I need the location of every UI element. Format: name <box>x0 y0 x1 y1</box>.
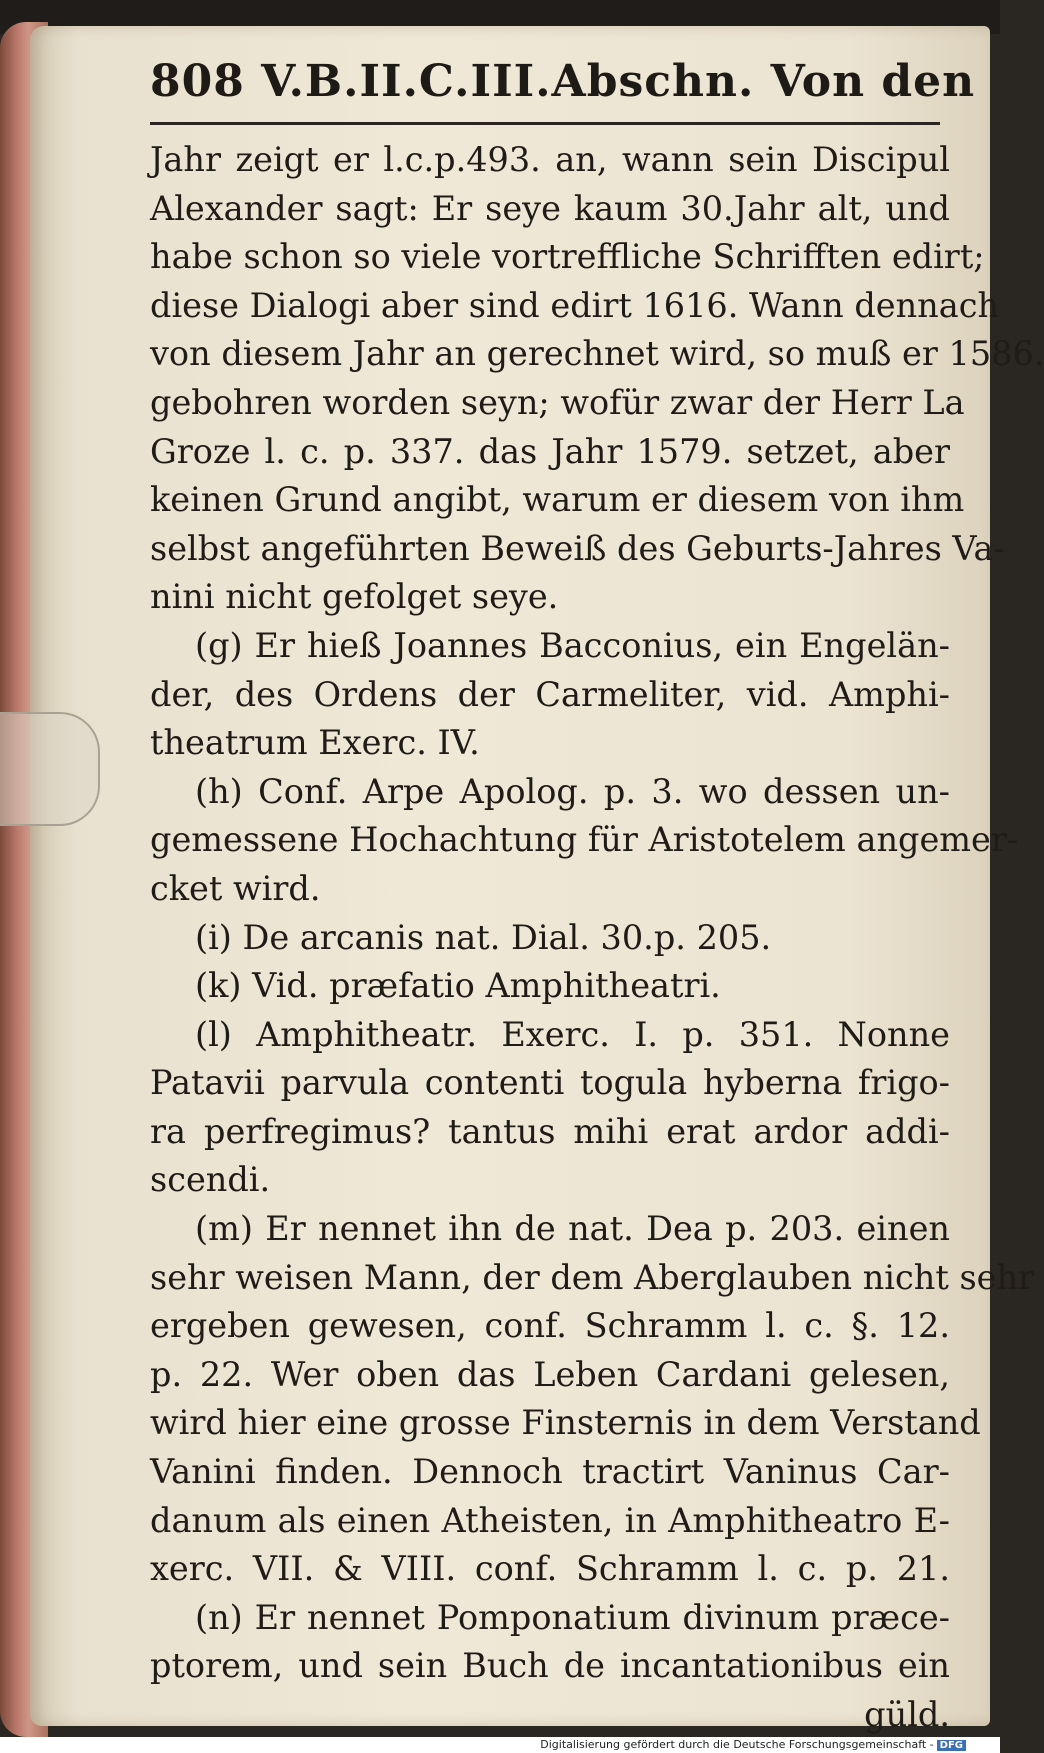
text-line: ra perfregimus? tantus mihi erat ardor addi- <box>150 1111 950 1151</box>
text-line: Alexander sagt: Er seye kaum 30.Jahr alt, und <box>150 188 950 228</box>
text-line: gebohren worden seyn; wofür zwar der Herr La <box>150 382 965 422</box>
text-line: ergeben gewesen, conf. Schramm l. c. §. 12. <box>150 1306 950 1346</box>
text-line: p. 22. Wer oben das Leben Cardani gelesen, <box>150 1354 950 1394</box>
text-line: danum als einen Atheisten, in Amphitheatro E- <box>150 1500 950 1540</box>
text-line: sehr weisen Mann, der dem Aberglauben nicht sehr <box>150 1257 1035 1297</box>
footnote-i: (i) De arcanis nat. Dial. 30.p. 205. <box>195 917 772 957</box>
text-line: xerc. VII. & VIII. conf. Schramm l. c. p. 21. <box>150 1549 950 1589</box>
catchword: güld. <box>864 1695 950 1734</box>
dfg-logo: DFG <box>937 1740 966 1751</box>
text-line: cket wird. <box>150 868 321 908</box>
text-line: theatrum Exerc. IV. <box>150 723 480 763</box>
header-rule <box>150 122 940 125</box>
text-line: von diesem Jahr an gerechnet wird, so muß er 1586. <box>150 334 1044 374</box>
footnote-k: (k) Vid. præfatio Amphitheatri. <box>195 966 721 1006</box>
text-line: der, des Ordens der Carmeliter, vid. Amphi- <box>150 674 950 714</box>
text-line: scendi. <box>150 1160 271 1200</box>
footnote-n: (n) Er nennet Pomponatium divinum præce- <box>195 1597 950 1637</box>
footnote-h: (h) Conf. Arpe Apolog. p. 3. wo dessen un- <box>195 771 950 811</box>
text-line: nini nicht gefolget seye. <box>150 577 559 617</box>
footnote-l: (l) Amphitheatr. Exerc. I. p. 351. Nonne <box>195 1014 950 1054</box>
text-line: Groze l. c. p. 337. das Jahr 1579. setzet, aber <box>150 431 950 471</box>
text-line: gemessene Hochachtung für Aristotelem angemer- <box>150 820 1019 860</box>
text-line: Vanini finden. Dennoch tractirt Vaninus Car- <box>150 1452 950 1492</box>
text-line: selbst angeführten Beweiß des Geburts-Jahres Va- <box>150 528 1005 568</box>
footnote-m: (m) Er nennet ihn de nat. Dea p. 203. einen <box>195 1209 950 1249</box>
text-line: ptorem, und sein Buch de incantationibus ein <box>150 1646 950 1686</box>
digitization-credit <box>540 1738 966 1751</box>
running-header: 808 V.B.II.C.III.Abschn. Von den <box>150 56 976 107</box>
footnote-g: (g) Er hieß Joannes Bacconius, ein Engelän- <box>195 625 950 665</box>
text-line: keinen Grund angibt, warum er diesem von ihm <box>150 480 965 520</box>
text-line: Patavii parvula contenti togula hyberna frigo- <box>150 1063 950 1103</box>
text-line: Jahr zeigt er l.c.p.493. an, wann sein Discipul <box>150 140 950 179</box>
text-line: habe schon so viele vortreffliche Schrifften edirt; <box>150 237 985 277</box>
text-line: wird hier eine grosse Finsternis in dem Verstand <box>150 1403 981 1443</box>
page-clip <box>0 712 100 826</box>
text-line: diese Dialogi aber sind edirt 1616. Wann dennach <box>150 285 1000 325</box>
page-body <box>150 136 1044 1740</box>
credit-text: Digitalisierung gefördert durch die Deutsche Forschungsgemeinschaft - <box>540 1738 934 1751</box>
